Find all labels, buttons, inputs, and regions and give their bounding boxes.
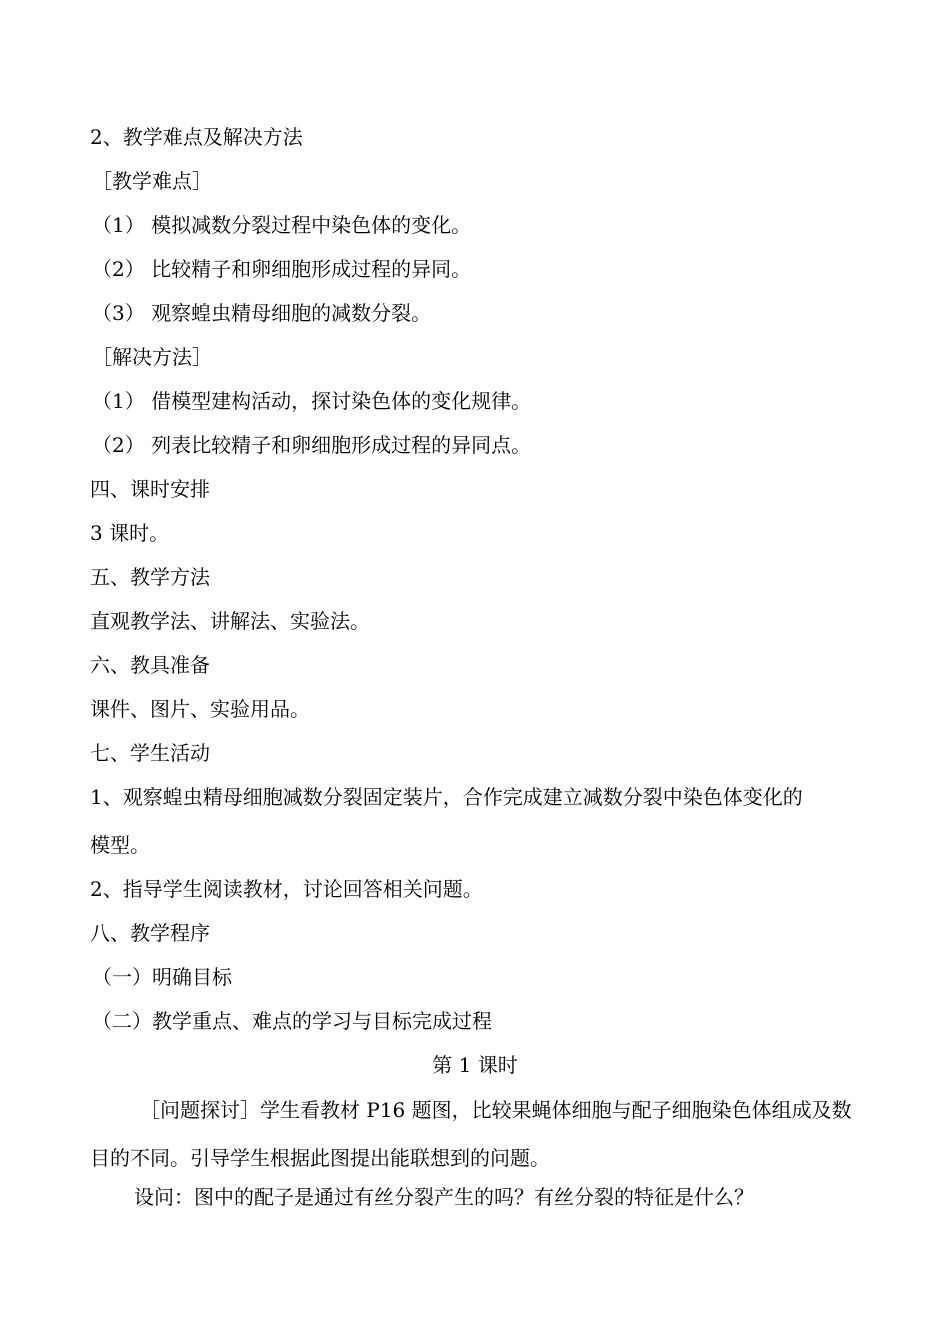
paragraph-problem-discussion: ［问题探讨］学生看教材 P16 题图，比较果蝇体细胞与配子细胞染色体组成及数目的不同。引导学生根据此图提出能联想到的问题。 — [90, 1098, 852, 1170]
schedule-text: 3 课时。 — [90, 521, 170, 545]
heading-procedure: 八、教学程序 — [90, 921, 210, 945]
paragraph-question: 设问：图中的配子是通过有丝分裂产生的吗？有丝分裂的特征是什么？ — [134, 1185, 754, 1209]
activity-item-1: 1、观察蝗虫精母细胞减数分裂固定装片，合作完成建立减数分裂中染色体变化的 — [90, 785, 803, 809]
activity-item-1-cont: 模型。 — [90, 833, 150, 857]
solution-item-2: （2） 列表比较精子和卵细胞形成过程的异同点。 — [92, 433, 532, 457]
heading-schedule: 四、课时安排 — [90, 477, 210, 501]
heading-difficulties: 2、教学难点及解决方法 — [90, 125, 303, 149]
heading-activities: 七、学生活动 — [90, 741, 210, 765]
activity-item-2: 2、指导学生阅读教材，讨论回答相关问题。 — [90, 877, 483, 901]
equipment-text: 课件、图片、实验用品。 — [90, 697, 310, 721]
solution-item-1: （1） 借模型建构活动，探讨染色体的变化规律。 — [92, 389, 532, 413]
subheading-solutions: ［解决方法］ — [92, 345, 212, 369]
difficulty-item-1: （1） 模拟减数分裂过程中染色体的变化。 — [92, 213, 472, 237]
procedure-item-2: （二）教学重点、难点的学习与目标完成过程 — [92, 1009, 492, 1033]
procedure-item-1: （一）明确目标 — [92, 965, 232, 989]
difficulty-item-2: （2） 比较精子和卵细胞形成过程的异同。 — [92, 257, 472, 281]
heading-methods: 五、教学方法 — [90, 565, 210, 589]
heading-equipment: 六、教具准备 — [90, 653, 210, 677]
subheading-difficulties: ［教学难点］ — [92, 169, 212, 193]
section-title: 第 1 课时 — [432, 1053, 518, 1077]
methods-text: 直观教学法、讲解法、实验法。 — [90, 609, 370, 633]
difficulty-item-3: （3） 观察蝗虫精母细胞的减数分裂。 — [92, 301, 432, 325]
